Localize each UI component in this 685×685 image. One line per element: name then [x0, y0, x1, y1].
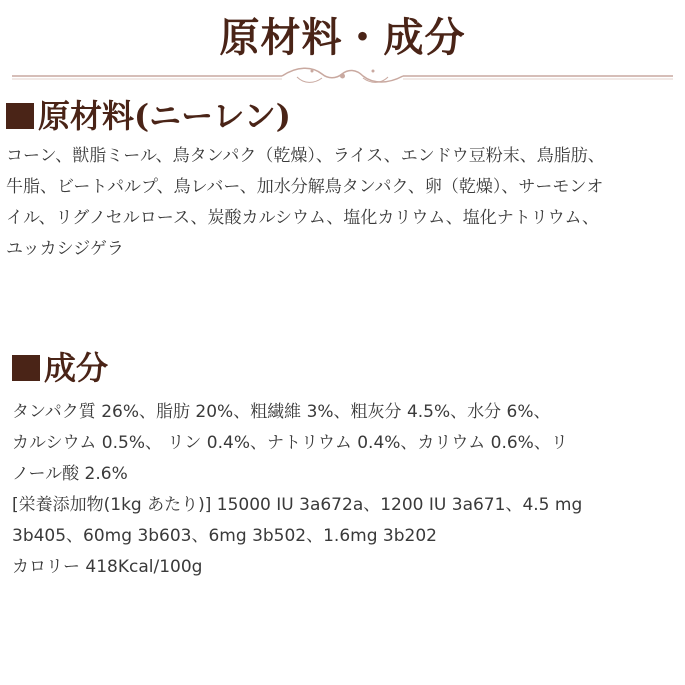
- components-line: カルシウム 0.5%、 リン 0.4%、ナトリウム 0.4%、カリウム 0.6%、リ: [12, 433, 568, 453]
- calorie-line: カロリー 418Kcal/100g: [12, 557, 203, 577]
- square-bullet-icon: [12, 355, 40, 381]
- components-heading: [12, 348, 108, 388]
- ingredients-line: 牛脂、ビートパルプ、鳥レバー、加水分解鳥タンパク、卵（乾燥）、サーモンオ: [6, 177, 604, 197]
- components-line: タンパク質 26%、脂肪 20%、粗繊維 3%、粗灰分 4.5%、水分 6%、: [12, 402, 551, 422]
- components-list: [12, 397, 672, 583]
- ingredients-line: ユッカシジゲラ: [6, 239, 124, 259]
- ingredients-line: コーン、獣脂ミール、鳥タンパク（乾燥）、ライス、エンドウ豆粉末、鳥脂肪、: [6, 146, 605, 166]
- square-bullet-icon: [6, 103, 34, 129]
- additives-line: 3b405、60mg 3b603、6mg 3b502、1.6mg 3b202: [12, 526, 437, 546]
- ingredients-list: [6, 141, 666, 265]
- divider-ornament: [12, 64, 673, 88]
- components-heading-text: 成分: [44, 349, 109, 387]
- ingredients-line: イル、リグノセルロース、炭酸カルシウム、塩化カリウム、塩化ナトリウム、: [6, 208, 600, 228]
- ingredients-heading: [6, 96, 291, 136]
- components-line: ノール酸 2.6%: [12, 464, 128, 484]
- additives-line: [栄養添加物(1kg あたり)] 15000 IU 3a672a、1200 IU 3a671、4.5 mg: [12, 495, 583, 515]
- ingredients-heading-text: 原材料(ニーレン): [38, 97, 291, 135]
- page-title: 原材料・成分: [219, 14, 466, 61]
